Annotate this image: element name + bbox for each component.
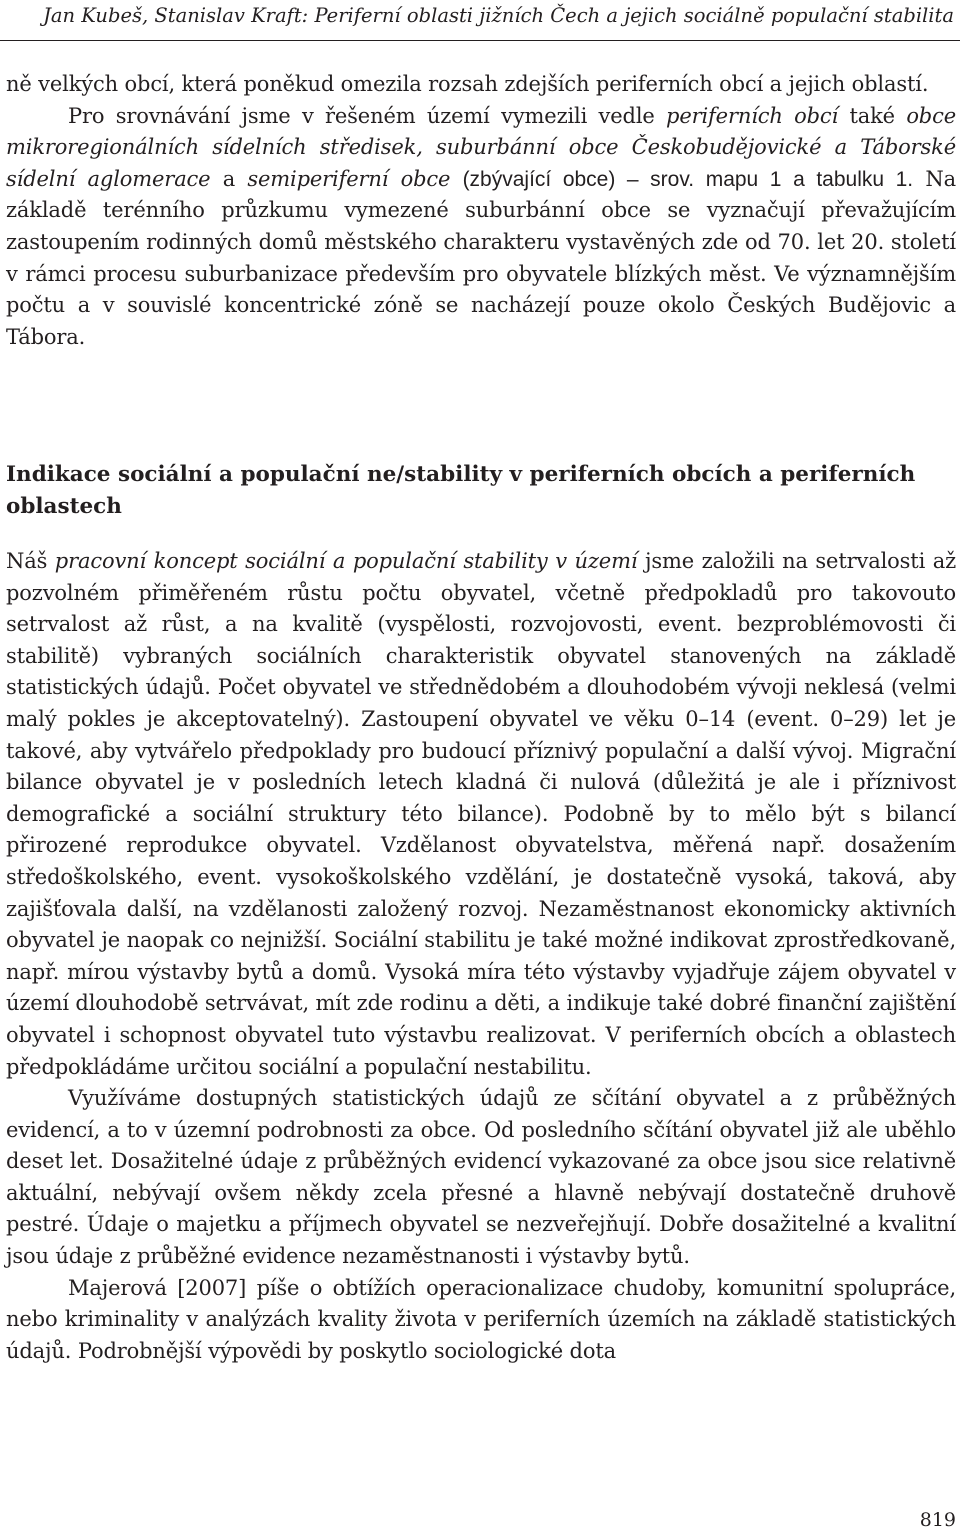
text-run: Pro srovnávání jsme v řešeném území vymezili vedle: [68, 103, 667, 128]
italic-term: periferních obcí: [666, 103, 839, 128]
italic-term: semiperiferní obce: [247, 166, 451, 191]
text-run: Na základě terénního průzkumu vymezené suburbánní obce se vyznačují převažujícím zastoupením rodinných domů městského charakteru vystavěných zde od 70. let 20. století v rámci procesu suburbanizace především pro obyvatele blízkých měst. Ve významnějším počtu a v souvislé koncentrické zóně se nacházejí pouze okolo Českých Budějovic a Tábora.: [6, 166, 956, 349]
text-run: také: [838, 103, 907, 128]
paragraph-majerova: [6, 1273, 956, 1368]
running-title: Jan Kubeš, Stanislav Kraft: Periferní oblasti jižních Čech a jejich sociálně populační stabilita: [43, 4, 954, 27]
italic-term: pracovní koncept sociální a populační stability v území: [54, 549, 638, 573]
paragraph-periphery-definition: [6, 101, 956, 354]
section-heading: Indikace sociální a populační ne/stability v periferních obcích a periferních oblastech: [6, 462, 916, 519]
page-number: 819: [919, 1509, 956, 1531]
text-run: ně velkých obcí, která poněkud omezila rozsah zdejších periferních obcí a jejich oblastí.: [6, 72, 929, 96]
text-run: jsme založili na setrvalosti až pozvolném přiměřeném růstu počtu obyvatel, včetně předpokladů pro takovouto setrvalost až růst, a na kvalitě (vyspělosti, rozvojovosti, event. bezproblémovosti či stabilitě) vybraných sociálních charakteristik obyvatel stanovených na základě statistických údajů. Počet obyvatel ve střednědobém a dlouhodobém vývoji neklesá (velmi malý pokles je akceptovatelný). Zastoupení obyvatel ve věku 0–14 (event. 0–29) let je takové, aby vytvářelo předpoklady pro budoucí příznivý populační a další vývoj. Migrační bilance obyvatel je v posledních letech kladná či nulová (důležitá je ale i příznivost demografické a sociální struktury této bilance). Podobně by to mělo být s bilancí přirozené reprodukce obyvatel. Vzdělanost obyvatelstva, měřená např. dosažením středoškolského, event. vysokoškolského vzdělání, je dostatečně vysoká, taková, aby zajišťovala další, na vzdělanosti založený rozvoj. Nezaměstnanost ekonomicky aktivních obyvatel je naopak co nejnižší. Sociální stabilitu je také možné indikovat zprostředkovaně, např. mírou výstavby bytů a domů. Vysoká míra této výstavby vyjadřuje zájem obyvatel v území dlouhodobě setrvávat, mít zde rodinu a děti, a indikuje také dobré finanční zajištění obyvatel i schopnost obyvatel tuto výstavbu realizovat. V periferních obcích a oblastech předpokládáme určitou sociální a populační nestabilitu.: [6, 549, 956, 1079]
text-run: a: [210, 166, 248, 191]
text-run: Náš: [6, 549, 55, 573]
paragraph-continuation: [6, 69, 956, 101]
paragraph-data-sources: [6, 1083, 956, 1273]
text-run: Majerová [2007] píše o obtížích operacionalizace chudoby, komunitní spolupráce, nebo kriminality v analýzách kvality života v periferních územích na základě statistických údajů. Podrobnější výpovědi by poskytlo sociologické dota: [6, 1275, 956, 1363]
body-text-section: [6, 546, 956, 1367]
running-header: [0, 0, 960, 41]
text-run: [450, 167, 462, 191]
body-text-top: [6, 69, 956, 353]
paragraph-stability-concept: [6, 546, 956, 1083]
italic-term: obce mikroregionálních sídelních středisek, suburbánní obce Českobudějovické a Táborské sídelní aglomerace: [6, 103, 956, 191]
section: [6, 459, 956, 523]
sans-text-run: (zbývající obce) – srov. mapu 1 a tabulku 1.: [462, 167, 914, 191]
text-run: Využíváme dostupných statistických údajů ze sčítání obyvatel a z průběžných evidencí, a to v územní podrobnosti za obce. Od posledního sčítání obyvatel již ale uběhlo deset let. Dosažitelné údaje z průběžných evidencí vykazované za obce jsou sice relativně aktuální, nebývají ovšem někdy zcela přesné a hlavně nebývají dostatečně druhově pestré. Údaje o majetku a příjmech obyvatel se nezveřejňují. Dobře dosažitelné a kvalitní jsou údaje z průběžné evidence nezaměstnanosti i výstavby bytů.: [6, 1086, 956, 1269]
